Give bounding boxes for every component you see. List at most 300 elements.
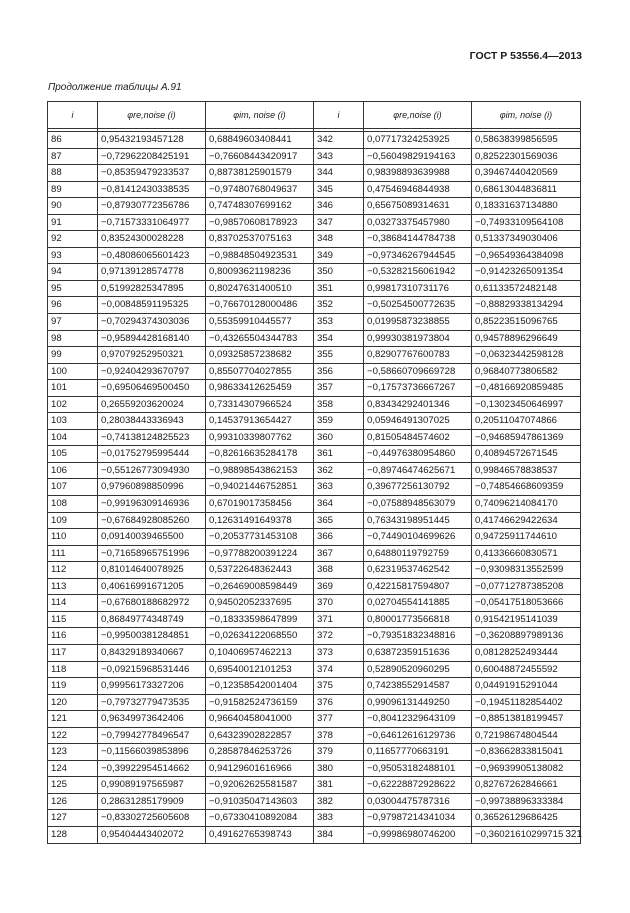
- table-cell: −0,98570608178923: [206, 214, 314, 231]
- table-cell: 119: [48, 678, 98, 695]
- col-header-i-2: i: [314, 102, 364, 129]
- table-cell: −0,83302725605608: [98, 810, 206, 827]
- table-cell: 374: [314, 661, 364, 678]
- table-cell: −0,96939905138082: [472, 760, 581, 777]
- table-cell: −0,94685947861369: [472, 429, 581, 446]
- table-cell: 103: [48, 413, 98, 430]
- table-cell: 0,02704554141885: [364, 595, 472, 612]
- table-cell: 112: [48, 562, 98, 579]
- table-cell: 367: [314, 545, 364, 562]
- table-cell: 106: [48, 462, 98, 479]
- table-cell: 115: [48, 611, 98, 628]
- table-cell: −0,43265504344783: [206, 330, 314, 347]
- table-cell: 0,98398893639988: [364, 165, 472, 182]
- table-cell: −0,39922954514662: [98, 760, 206, 777]
- table-cell: 0,28631285179909: [98, 793, 206, 810]
- table-cell: 0,94578896296649: [472, 330, 581, 347]
- table-cell: −0,97346267944545: [364, 247, 472, 264]
- table-cell: 0,49162765398743: [206, 826, 314, 843]
- table-cell: 0,64880119792759: [364, 545, 472, 562]
- table-cell: −0,85359479233537: [98, 165, 206, 182]
- table-cell: 0,64323902822857: [206, 727, 314, 744]
- table-cell: 108: [48, 496, 98, 513]
- table-cell: −0,26469008598449: [206, 578, 314, 595]
- table-cell: 0,96640458041000: [206, 711, 314, 728]
- table-cell: 378: [314, 727, 364, 744]
- table-cell: 105: [48, 446, 98, 463]
- table-cell: −0,74933109564108: [472, 214, 581, 231]
- table-row: [48, 628, 581, 645]
- table-cell: 343: [314, 148, 364, 165]
- table-cell: 0,11657770663191: [364, 744, 472, 761]
- table-cell: 0,94725911744610: [472, 529, 581, 546]
- table-cell: 380: [314, 760, 364, 777]
- table-cell: −0,38684144784738: [364, 231, 472, 248]
- table-cell: 92: [48, 231, 98, 248]
- table-cell: −0,62228872928622: [364, 777, 472, 794]
- table-header-row: [48, 102, 581, 129]
- table-cell: 0,94502052337695: [206, 595, 314, 612]
- table-cell: 0,52890520960295: [364, 661, 472, 678]
- table-cell: 0,36526129686425: [472, 810, 581, 827]
- table-row: [48, 562, 581, 579]
- table-cell: 0,47546946844938: [364, 181, 472, 198]
- table-cell: −0,48166920859485: [472, 380, 581, 397]
- table-cell: −0,18333598647899: [206, 611, 314, 628]
- table-cell: −0,92404293670797: [98, 363, 206, 380]
- table-cell: 0,84329189340667: [98, 644, 206, 661]
- table-cell: 123: [48, 744, 98, 761]
- table-cell: 382: [314, 793, 364, 810]
- table-row: [48, 826, 581, 843]
- table-row: [48, 727, 581, 744]
- table-cell: 86: [48, 132, 98, 149]
- table-cell: 381: [314, 777, 364, 794]
- table-cell: −0,74138124825523: [98, 429, 206, 446]
- table-row: [48, 611, 581, 628]
- table-cell: −0,91035047143603: [206, 793, 314, 810]
- table-row: [48, 479, 581, 496]
- table-row: [48, 429, 581, 446]
- table-cell: −0,11566039853896: [98, 744, 206, 761]
- table-row: [48, 396, 581, 413]
- table-cell: 124: [48, 760, 98, 777]
- table-cell: −0,94021446752851: [206, 479, 314, 496]
- table-cell: 121: [48, 711, 98, 728]
- table-cell: 0,20511047074866: [472, 413, 581, 430]
- table-row: [48, 214, 581, 231]
- table-cell: −0,87930772356786: [98, 198, 206, 215]
- table-cell: −0,99986980746200: [364, 826, 472, 843]
- table-row: [48, 496, 581, 513]
- table-cell: −0,88513818199457: [472, 711, 581, 728]
- table-row: [48, 198, 581, 215]
- table-cell: 0,83434292401346: [364, 396, 472, 413]
- table-cell: 373: [314, 644, 364, 661]
- table-row: [48, 181, 581, 198]
- table-cell: 349: [314, 247, 364, 264]
- table-cell: 126: [48, 793, 98, 810]
- table-cell: 0,41336660830571: [472, 545, 581, 562]
- table-cell: 89: [48, 181, 98, 198]
- table-cell: 346: [314, 198, 364, 215]
- table-cell: −0,53282156061942: [364, 264, 472, 281]
- table-cell: −0,58660709669728: [364, 363, 472, 380]
- table-cell: 370: [314, 595, 364, 612]
- col-header-phi-im-2: φim, noise (i): [472, 102, 581, 129]
- table-cell: 0,98633412625459: [206, 380, 314, 397]
- table-row: [48, 280, 581, 297]
- table-cell: 0,05946491307025: [364, 413, 472, 430]
- table-cell: −0,12358542001404: [206, 678, 314, 695]
- table-cell: 94: [48, 264, 98, 281]
- table-cell: 0,97960898850996: [98, 479, 206, 496]
- table-cell: 0,69540012101253: [206, 661, 314, 678]
- table-cell: 0,63872359151636: [364, 644, 472, 661]
- table-cell: 88: [48, 165, 98, 182]
- table-cell: 0,99096131449250: [364, 694, 472, 711]
- table-cell: −0,06323442598128: [472, 347, 581, 364]
- table-cell: 354: [314, 330, 364, 347]
- table-cell: 0,58638399856595: [472, 132, 581, 149]
- table-cell: 0,40894572671545: [472, 446, 581, 463]
- table-cell: 0,72198674804544: [472, 727, 581, 744]
- table-row: [48, 413, 581, 430]
- table-cell: −0,88829338134294: [472, 297, 581, 314]
- table-cell: 0,09325857238682: [206, 347, 314, 364]
- table-row: [48, 661, 581, 678]
- table-cell: 101: [48, 380, 98, 397]
- table-cell: −0,80412329643109: [364, 711, 472, 728]
- table-cell: 0,99956173327206: [98, 678, 206, 695]
- table-cell: 0,95432193457128: [98, 132, 206, 149]
- table-cell: 0,01995873238855: [364, 314, 472, 331]
- table-cell: −0,91423265091354: [472, 264, 581, 281]
- table-cell: −0,05417518053666: [472, 595, 581, 612]
- table-row: [48, 760, 581, 777]
- table-cell: −0,99500381284851: [98, 628, 206, 645]
- table-cell: −0,74854668609359: [472, 479, 581, 496]
- table-cell: 0,08128252493444: [472, 644, 581, 661]
- table-cell: 0,99310339807762: [206, 429, 314, 446]
- table-cell: 0,74238552914587: [364, 678, 472, 695]
- table-cell: 345: [314, 181, 364, 198]
- table-cell: 0,88738125901579: [206, 165, 314, 182]
- table-row: [48, 297, 581, 314]
- table-cell: −0,95894428168140: [98, 330, 206, 347]
- table-cell: 0,73314307966524: [206, 396, 314, 413]
- table-row: [48, 777, 581, 794]
- table-cell: −0,09215968531446: [98, 661, 206, 678]
- table-cell: 0,85223515096765: [472, 314, 581, 331]
- table-cell: −0,95053182488101: [364, 760, 472, 777]
- table-row: [48, 711, 581, 728]
- table-cell: 0,74748307699162: [206, 198, 314, 215]
- table-cell: 344: [314, 165, 364, 182]
- table-cell: 0,99930381973804: [364, 330, 472, 347]
- col-header-i: i: [48, 102, 98, 129]
- table-cell: 375: [314, 678, 364, 695]
- table-cell: −0,72962208425191: [98, 148, 206, 165]
- table-cell: 342: [314, 132, 364, 149]
- table-cell: 91: [48, 214, 98, 231]
- table-cell: −0,36208897989136: [472, 628, 581, 645]
- table-cell: 0,67019017358456: [206, 496, 314, 513]
- table-cell: 0,40616991671205: [98, 578, 206, 595]
- table-cell: −0,50254500772635: [364, 297, 472, 314]
- table-row: [48, 644, 581, 661]
- table-cell: −0,71658965751996: [98, 545, 206, 562]
- table-row: [48, 247, 581, 264]
- table-cell: −0,97788200391224: [206, 545, 314, 562]
- table-cell: 0,51992825347895: [98, 280, 206, 297]
- table-cell: −0,00848591195325: [98, 297, 206, 314]
- table-cell: −0,74490104699626: [364, 529, 472, 546]
- table-cell: −0,81412430338535: [98, 181, 206, 198]
- table-cell: 107: [48, 479, 98, 496]
- table-row: [48, 529, 581, 546]
- table-cell: 109: [48, 512, 98, 529]
- table-cell: −0,48086065601423: [98, 247, 206, 264]
- table-row: [48, 744, 581, 761]
- table-cell: −0,70294374303036: [98, 314, 206, 331]
- table-row: [48, 694, 581, 711]
- table-cell: 384: [314, 826, 364, 843]
- table-cell: 128: [48, 826, 98, 843]
- col-header-phi-im: φim, noise (i): [206, 102, 314, 129]
- table-cell: 0,62319537462542: [364, 562, 472, 579]
- table-cell: 100: [48, 363, 98, 380]
- table-cell: 0,14537913654427: [206, 413, 314, 430]
- table-cell: −0,99738896333384: [472, 793, 581, 810]
- table-cell: 360: [314, 429, 364, 446]
- table-row: [48, 578, 581, 595]
- table-row: [48, 595, 581, 612]
- table-cell: 365: [314, 512, 364, 529]
- table-cell: 379: [314, 744, 364, 761]
- table-cell: 95: [48, 280, 98, 297]
- table-cell: 0,07717324253925: [364, 132, 472, 149]
- table-cell: 127: [48, 810, 98, 827]
- table-cell: 0,53722648362443: [206, 562, 314, 579]
- table-cell: 0,65675089314631: [364, 198, 472, 215]
- table-cell: 116: [48, 628, 98, 645]
- table-cell: 0,99089197565987: [98, 777, 206, 794]
- table-cell: 118: [48, 661, 98, 678]
- table-cell: 0,42215817594807: [364, 578, 472, 595]
- table-cell: −0,01752795995444: [98, 446, 206, 463]
- table-cell: −0,20537731453108: [206, 529, 314, 546]
- table-cell: −0,99196309146936: [98, 496, 206, 513]
- table-cell: 93: [48, 247, 98, 264]
- table-cell: 369: [314, 578, 364, 595]
- table-cell: 0,97079252950321: [98, 347, 206, 364]
- table-cell: 347: [314, 214, 364, 231]
- table-row: [48, 545, 581, 562]
- table-cell: 0,41746629422634: [472, 512, 581, 529]
- table-cell: 0,68849603408441: [206, 132, 314, 149]
- table-cell: 377: [314, 711, 364, 728]
- table-row: [48, 810, 581, 827]
- table-cell: 0,83524300028228: [98, 231, 206, 248]
- table-cell: −0,98898543862153: [206, 462, 314, 479]
- table-cell: 0,85507704027855: [206, 363, 314, 380]
- table-cell: −0,13023450646997: [472, 396, 581, 413]
- table-cell: 348: [314, 231, 364, 248]
- table-cell: 368: [314, 562, 364, 579]
- table-cell: 114: [48, 595, 98, 612]
- table-cell: −0,79732779473535: [98, 694, 206, 711]
- table-cell: −0,82616635284178: [206, 446, 314, 463]
- table-cell: 0,95404443402072: [98, 826, 206, 843]
- table-cell: 362: [314, 462, 364, 479]
- table-cell: −0,83662833815041: [472, 744, 581, 761]
- table-cell: 0,03004475787316: [364, 793, 472, 810]
- table-cell: 0,09140039465500: [98, 529, 206, 546]
- table-row: [48, 231, 581, 248]
- table-cell: 110: [48, 529, 98, 546]
- table-cell: 0,80093621198236: [206, 264, 314, 281]
- table-cell: 0,61133572482148: [472, 280, 581, 297]
- col-header-phi-re-2: φre,noise (i): [364, 102, 472, 129]
- table-cell: 0,94129601616966: [206, 760, 314, 777]
- table-cell: −0,44976380954860: [364, 446, 472, 463]
- table-cell: 0,76343198951445: [364, 512, 472, 529]
- table-cell: 0,39467440420569: [472, 165, 581, 182]
- table-cell: 352: [314, 297, 364, 314]
- table-row: [48, 347, 581, 364]
- table-cell: −0,17573736667267: [364, 380, 472, 397]
- table-cell: 0,18331637134880: [472, 198, 581, 215]
- table-cell: −0,97987214341034: [364, 810, 472, 827]
- table-cell: 0,83702537075163: [206, 231, 314, 248]
- table-body: [48, 129, 581, 844]
- table-cell: 0,39677256130792: [364, 479, 472, 496]
- table-cell: −0,71573331064977: [98, 214, 206, 231]
- table-cell: −0,67680188682972: [98, 595, 206, 612]
- table-cell: −0,56049829194163: [364, 148, 472, 165]
- table-cell: 97: [48, 314, 98, 331]
- table-cell: −0,76608443420917: [206, 148, 314, 165]
- table-cell: −0,36021610299715: [472, 826, 581, 843]
- table-cell: 355: [314, 347, 364, 364]
- table-cell: 120: [48, 694, 98, 711]
- table-cell: 0,80247631400510: [206, 280, 314, 297]
- table-cell: −0,67330410892084: [206, 810, 314, 827]
- page-number: 321: [565, 829, 582, 840]
- table-cell: −0,07712787385208: [472, 578, 581, 595]
- table-cell: 383: [314, 810, 364, 827]
- table-cell: 0,04491915291044: [472, 678, 581, 695]
- table-cell: 0,81505484574602: [364, 429, 472, 446]
- standard-header: ГОСТ Р 53556.4—2013: [469, 50, 582, 62]
- table-cell: 361: [314, 446, 364, 463]
- table-cell: 0,55359910445577: [206, 314, 314, 331]
- table-cell: 358: [314, 396, 364, 413]
- table-row: [48, 363, 581, 380]
- table-cell: −0,69506469500450: [98, 380, 206, 397]
- table-cell: 371: [314, 611, 364, 628]
- table-cell: 364: [314, 496, 364, 513]
- table-cell: 0,28038443336943: [98, 413, 206, 430]
- table-cell: 0,97139128574778: [98, 264, 206, 281]
- table-cell: 356: [314, 363, 364, 380]
- table-cell: 366: [314, 529, 364, 546]
- data-table: [47, 101, 581, 844]
- table-cell: 357: [314, 380, 364, 397]
- table-cell: 111: [48, 545, 98, 562]
- table-cell: 0,82767262846661: [472, 777, 581, 794]
- col-header-phi-re: φre,noise (i): [98, 102, 206, 129]
- table-caption: Продолжение таблицы А.91: [48, 82, 182, 93]
- table-cell: 350: [314, 264, 364, 281]
- table-cell: 363: [314, 479, 364, 496]
- table-cell: 0,12631491649378: [206, 512, 314, 529]
- table-cell: 125: [48, 777, 98, 794]
- table-cell: 0,68613044836811: [472, 181, 581, 198]
- table-cell: 0,60048872455592: [472, 661, 581, 678]
- table-cell: −0,96549364384098: [472, 247, 581, 264]
- table-cell: 117: [48, 644, 98, 661]
- table-cell: −0,79351832348816: [364, 628, 472, 645]
- table-cell: 0,51337349030406: [472, 231, 581, 248]
- table-row: [48, 512, 581, 529]
- table-cell: 353: [314, 314, 364, 331]
- table-row: [48, 264, 581, 281]
- table-cell: 0,28587846253726: [206, 744, 314, 761]
- table-row: [48, 132, 581, 149]
- table-cell: −0,67684928085260: [98, 512, 206, 529]
- table-cell: −0,55126773094930: [98, 462, 206, 479]
- table-cell: −0,97480768049637: [206, 181, 314, 198]
- table-row: [48, 446, 581, 463]
- table-row: [48, 314, 581, 331]
- table-row: [48, 380, 581, 397]
- table-cell: 104: [48, 429, 98, 446]
- table-row: [48, 462, 581, 479]
- table-cell: 0,99817310731176: [364, 280, 472, 297]
- table-row: [48, 330, 581, 347]
- table-cell: −0,64612616129736: [364, 727, 472, 744]
- table-cell: 90: [48, 198, 98, 215]
- table-cell: 99: [48, 347, 98, 364]
- table-cell: 0,99846578838537: [472, 462, 581, 479]
- table-cell: 0,74096214084170: [472, 496, 581, 513]
- table-cell: 359: [314, 413, 364, 430]
- table-cell: 122: [48, 727, 98, 744]
- table-cell: −0,76670128000486: [206, 297, 314, 314]
- table-cell: −0,91582524736159: [206, 694, 314, 711]
- table-cell: 0,03273375457980: [364, 214, 472, 231]
- table-row: [48, 793, 581, 810]
- table-cell: 87: [48, 148, 98, 165]
- table-cell: −0,02634122068550: [206, 628, 314, 645]
- table-cell: 102: [48, 396, 98, 413]
- table-cell: 0,82907767600783: [364, 347, 472, 364]
- table-cell: 98: [48, 330, 98, 347]
- table-cell: 0,86849774348749: [98, 611, 206, 628]
- table-cell: −0,98848504923531: [206, 247, 314, 264]
- table-cell: 0,96349973642406: [98, 711, 206, 728]
- table-cell: −0,19451182854402: [472, 694, 581, 711]
- table-cell: −0,93098313552599: [472, 562, 581, 579]
- table-cell: −0,79942778496547: [98, 727, 206, 744]
- table-cell: 0,26559203620024: [98, 396, 206, 413]
- table-cell: 0,81014640078925: [98, 562, 206, 579]
- table-cell: 372: [314, 628, 364, 645]
- table-cell: 96: [48, 297, 98, 314]
- table-cell: 0,10406957462213: [206, 644, 314, 661]
